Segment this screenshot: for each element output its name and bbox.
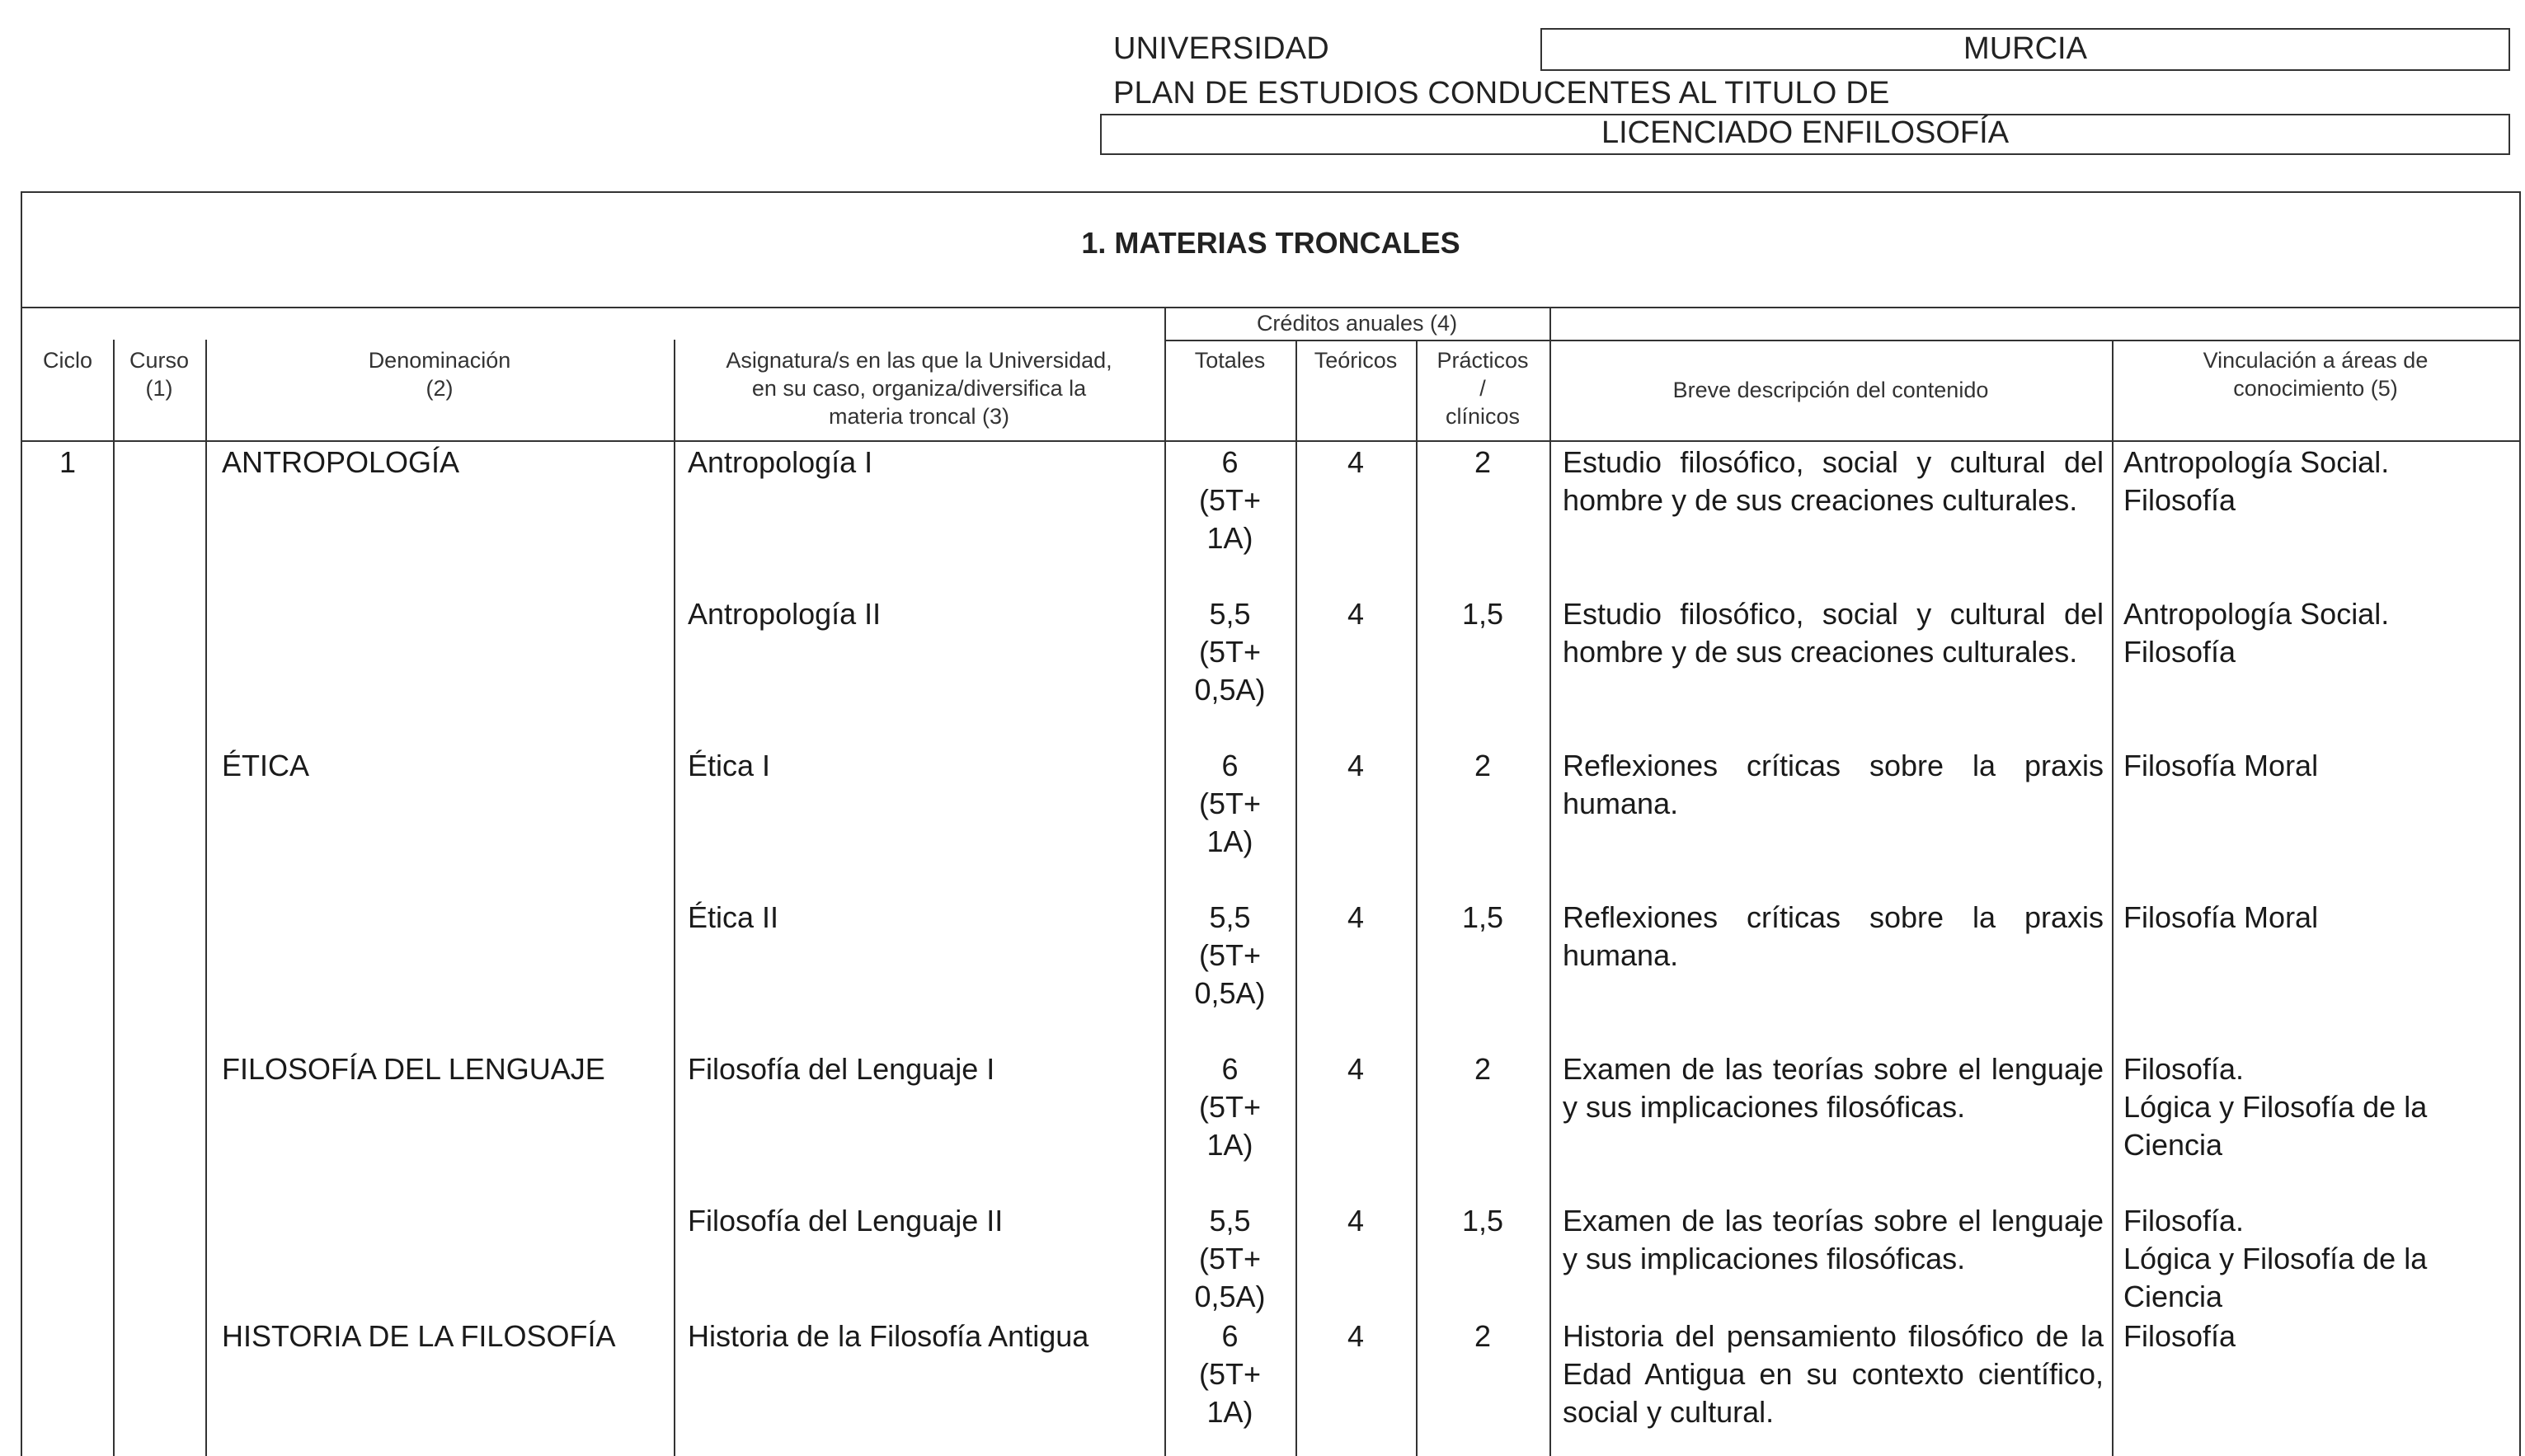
row-2-practicos: 2: [1474, 749, 1492, 782]
row-1-totales: 5,5 (5T+ 0,5A): [1194, 597, 1266, 707]
rule-below-header: [22, 440, 2519, 442]
col-curso: Curso (1): [129, 348, 190, 401]
col-sep-descripcion: [2112, 340, 2114, 1456]
row-5-descripcion: Examen de las teorías sobre el lenguaje y sus implicaciones filosóficas.: [1563, 1204, 2104, 1275]
row-4-asignatura: Filosofía del Lenguaje I: [688, 1052, 995, 1086]
row-2-denominacion: ÉTICA: [222, 749, 310, 782]
row-3-practicos: 1,5: [1461, 900, 1504, 934]
row-2-asignatura: Ética I: [688, 749, 771, 782]
universidad-value-box: [1540, 28, 2510, 71]
row-0-descripcion: Estudio filosófico, social y cultural del hombre y de sus creaciones culturales.: [1563, 445, 2104, 517]
table-title: 1. MATERIAS TRONCALES: [1081, 226, 1460, 260]
row-0-teoricos: 4: [1347, 445, 1365, 479]
row-4-practicos: 2: [1474, 1052, 1492, 1086]
row-3-vinculacion: Filosofía Moral: [2123, 900, 2319, 934]
row-5-practicos: 1,5: [1461, 1204, 1504, 1238]
rule-creditos-group: [1164, 340, 2519, 341]
row-0-denominacion: ANTROPOLOGÍA: [222, 445, 460, 479]
row-1-practicos: 1,5: [1461, 597, 1504, 631]
row-3-totales: 5,5 (5T+ 0,5A): [1194, 900, 1266, 1010]
col-sep-teoricos: [1416, 340, 1418, 1456]
row-1-descripcion: Estudio filosófico, social y cultural del hombre y de sus creaciones culturales.: [1563, 597, 2104, 669]
row-6-vinculacion: Filosofía: [2123, 1319, 2236, 1353]
col-sep-totales: [1295, 340, 1297, 1456]
col-sep-ciclo: [113, 340, 115, 1456]
col-sep-curso: [205, 340, 207, 1456]
row-5-vinculacion: Filosofía. Lógica y Filosofía de la Ciencia: [2123, 1204, 2428, 1313]
row-4-teoricos: 4: [1347, 1052, 1365, 1086]
row-2-totales: 6 (5T+ 1A): [1198, 749, 1262, 858]
creditos-group-header: Créditos anuales (4): [1256, 311, 1458, 336]
row-2-vinculacion: Filosofía Moral: [2123, 749, 2319, 782]
row-3-asignatura: Ética II: [688, 900, 779, 934]
universidad-value: MURCIA: [1963, 31, 2087, 66]
ciclo-value: 1: [59, 445, 77, 479]
col-practicos: Prácticos / clínicos: [1436, 348, 1529, 429]
row-3-descripcion: Reflexiones críticas sobre la praxis humana.: [1563, 900, 2104, 972]
row-6-denominacion: HISTORIA DE LA FILOSOFÍA: [222, 1319, 616, 1353]
row-4-denominacion: FILOSOFÍA DEL LENGUAJE: [222, 1052, 605, 1086]
col-ciclo: Ciclo: [42, 348, 92, 373]
row-4-vinculacion: Filosofía. Lógica y Filosofía de la Ciencia: [2123, 1052, 2428, 1162]
row-0-totales: 6 (5T+ 1A): [1198, 445, 1262, 555]
row-1-vinculacion: Antropología Social. Filosofía: [2123, 597, 2390, 669]
col-descripcion: Breve descripción del contenido: [1672, 378, 1989, 402]
row-6-teoricos: 4: [1347, 1319, 1365, 1353]
col-vinculacion: Vinculación a áreas de conocimiento (5): [2203, 348, 2429, 401]
row-0-asignatura: Antropología I: [688, 445, 873, 479]
col-sep-denominacion: [674, 340, 675, 1456]
titulo-value-box: [1100, 114, 2510, 155]
row-4-totales: 6 (5T+ 1A): [1198, 1052, 1262, 1162]
row-6-totales: 6 (5T+ 1A): [1198, 1319, 1262, 1429]
row-5-teoricos: 4: [1347, 1204, 1365, 1238]
plan-label: PLAN DE ESTUDIOS CONDUCENTES AL TITULO DE: [1113, 76, 1890, 110]
col-totales: Totales: [1194, 348, 1266, 373]
materias-troncales-table: [21, 191, 2521, 1456]
row-1-teoricos: 4: [1347, 597, 1365, 631]
row-6-practicos: 2: [1474, 1319, 1492, 1353]
col-sep-practicos: [1549, 307, 1551, 1456]
row-6-asignatura: Historia de la Filosofía Antigua: [688, 1319, 1089, 1353]
row-2-descripcion: Reflexiones críticas sobre la praxis humana.: [1563, 749, 2104, 820]
rule-below-title: [22, 307, 2519, 308]
row-3-teoricos: 4: [1347, 900, 1365, 934]
row-5-asignatura: Filosofía del Lenguaje II: [688, 1204, 1004, 1238]
col-denominacion: Denominación (2): [368, 348, 511, 401]
universidad-label: UNIVERSIDAD: [1113, 31, 1329, 66]
col-teoricos: Teóricos: [1314, 348, 1398, 373]
row-5-totales: 5,5 (5T+ 0,5A): [1194, 1204, 1266, 1313]
row-2-teoricos: 4: [1347, 749, 1365, 782]
row-1-asignatura: Antropología II: [688, 597, 882, 631]
row-0-vinculacion: Antropología Social. Filosofía: [2123, 445, 2390, 517]
row-6-descripcion: Historia del pensamiento filosófico de la Edad Antigua en su contexto científico, social y cultural.: [1563, 1319, 2104, 1429]
row-4-descripcion: Examen de las teorías sobre el lenguaje y sus implicaciones filosóficas.: [1563, 1052, 2104, 1124]
col-asignaturas: Asignatura/s en las que la Universidad, en su caso, organiza/diversifica la materia troncal (3): [726, 348, 1112, 429]
titulo-value: LICENCIADO ENFILOSOFÍA: [1601, 115, 2010, 150]
row-0-practicos: 2: [1474, 445, 1492, 479]
